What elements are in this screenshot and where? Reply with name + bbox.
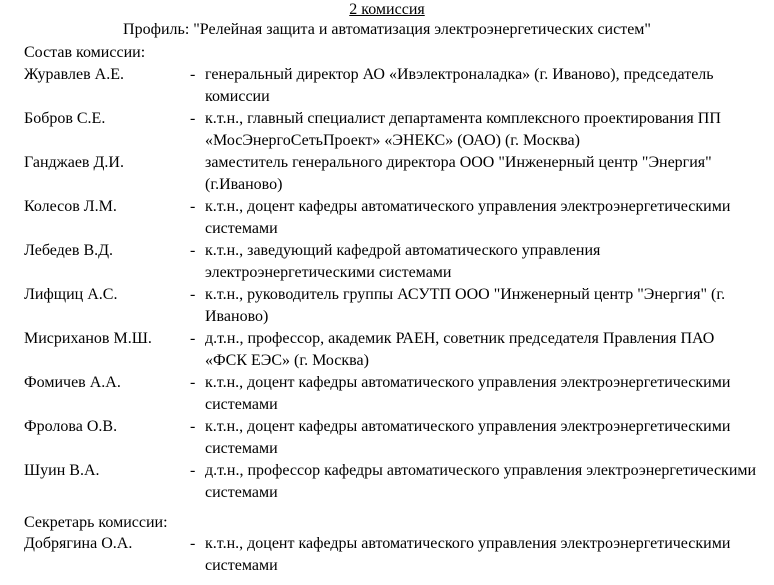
members-label: Состав комиссии: bbox=[24, 44, 146, 61]
member-dash: - bbox=[190, 198, 196, 215]
member-dash: - bbox=[190, 110, 196, 127]
member-dash: - bbox=[190, 374, 196, 391]
secretary-label: Секретарь комиссии: bbox=[24, 514, 168, 531]
member-name: Фомичев А.А. bbox=[24, 374, 121, 391]
member-dash: - bbox=[190, 286, 196, 303]
profile-line: Профиль: "Релейная защита и автоматизация электроэнергетических систем" bbox=[123, 21, 651, 38]
member-dash: - bbox=[190, 66, 196, 83]
member-description: к.т.н., доцент кафедры автоматического управления электроэнергетическими системами bbox=[205, 374, 731, 413]
commission-title: 2 комиссия bbox=[349, 1, 425, 18]
member-name: Колесов Л.М. bbox=[24, 198, 117, 215]
member-description: генеральный директор АО «Ивэлектроналадка» (г. Иваново), председатель комиссии bbox=[205, 66, 714, 105]
member-dash: - bbox=[190, 418, 196, 435]
member-description: заместитель генерального директора ООО "Инженерный центр "Энергия" (г.Иваново) bbox=[205, 154, 712, 193]
member-dash: - bbox=[190, 462, 196, 479]
member-name: Лифщиц А.С. bbox=[24, 286, 118, 303]
member-description: к.т.н., заведующий кафедрой автоматического управления электроэнергетическими системами bbox=[205, 242, 601, 281]
member-dash: - bbox=[190, 330, 196, 347]
secretary-description: к.т.н., доцент кафедры автоматического управления электроэнергетическими системами bbox=[205, 535, 731, 574]
member-name: Бобров С.Е. bbox=[24, 110, 106, 127]
member-name: Журавлев А.Е. bbox=[24, 66, 124, 83]
member-description: д.т.н., профессор кафедры автоматического управления электроэнергетическими системами bbox=[205, 462, 757, 501]
member-description: к.т.н., доцент кафедры автоматического управления электроэнергетическими системами bbox=[205, 418, 731, 457]
member-dash: - bbox=[190, 242, 196, 259]
member-name: Мисриханов М.Ш. bbox=[24, 330, 152, 347]
member-description: к.т.н., доцент кафедры автоматического управления электроэнергетическими системами bbox=[205, 198, 731, 237]
member-name: Лебедев В.Д. bbox=[24, 242, 114, 259]
member-description: д.т.н., профессор, академик РАЕН, советник председателя Правления ПАО «ФСК ЕЭС» (г. Москва) bbox=[205, 330, 715, 369]
member-name: Ганджаев Д.И. bbox=[24, 154, 124, 171]
member-description: к.т.н., главный специалист департамента комплексного проектирования ПП «МосЭнергоСетьПроект» «ЭНЕКС» (ОАО) (г. Москва) bbox=[205, 110, 721, 149]
member-name: Шуин В.А. bbox=[24, 462, 100, 479]
member-description: к.т.н., руководитель группы АСУТП ООО "Инженерный центр "Энергия" (г. Иваново) bbox=[205, 286, 726, 325]
secretary-name: Добрягина О.А. bbox=[24, 535, 133, 552]
member-name: Фролова О.В. bbox=[24, 418, 118, 435]
secretary-dash: - bbox=[190, 535, 196, 552]
